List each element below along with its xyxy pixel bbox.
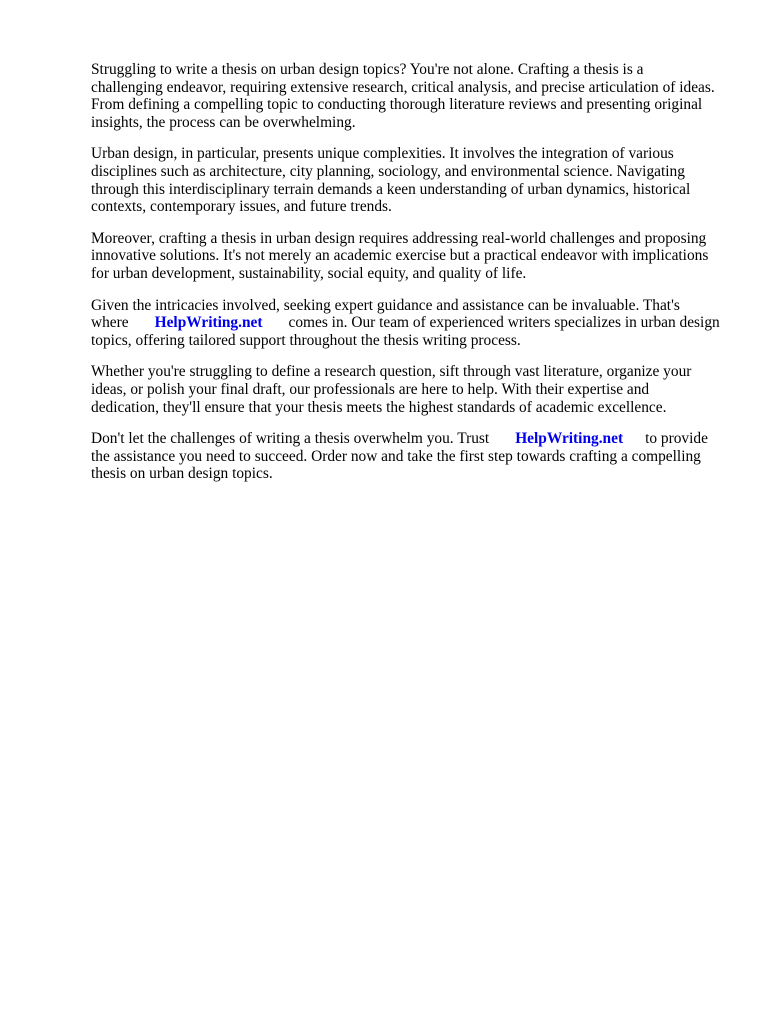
text-line: the assistance you need to succeed. Order now and take the first step towards crafting a compelling xyxy=(91,447,701,465)
text-fragment: Don't let the challenges of writing a thesis overwhelm you. Trust xyxy=(91,430,490,448)
text-line-with-link xyxy=(91,430,731,448)
text-line: Struggling to write a thesis on urban design topics? You're not alone. Crafting a thesis is a xyxy=(91,61,644,78)
text-line: disciplines such as architecture, city planning, sociology, and environmental science. Navigating xyxy=(91,162,685,180)
text-line: Urban design, in particular, presents unique complexities. It involves the integration of various xyxy=(91,145,674,163)
text-fragment: comes in. Our team of experienced writers specializes in urban design xyxy=(288,314,720,332)
paragraph-real-world xyxy=(91,230,731,283)
text-fragment: where xyxy=(91,314,129,332)
document-page xyxy=(91,61,731,497)
text-line: through this interdisciplinary terrain demands a keen understanding of urban dynamics, historical xyxy=(91,180,691,198)
paragraph-intro xyxy=(91,61,731,131)
text-line: From defining a compelling topic to conducting thorough literature reviews and presenting original xyxy=(91,96,703,114)
paragraph-urban-design xyxy=(91,145,731,215)
text-line: topics, offering tailored support throughout the thesis writing process. xyxy=(91,331,521,349)
text-line: Given the intricacies involved, seeking expert guidance and assistance can be invaluable. That's xyxy=(91,296,680,314)
text-line: dedication, they'll ensure that your thesis meets the highest standards of academic excellence. xyxy=(91,398,667,416)
helpwriting-link[interactable]: HelpWriting.net xyxy=(515,430,624,448)
text-line-with-link xyxy=(91,314,731,332)
text-line: contexts, contemporary issues, and future trends. xyxy=(91,198,392,216)
helpwriting-link[interactable]: HelpWriting.net xyxy=(154,314,263,332)
paragraph-guidance xyxy=(91,297,731,350)
text-line: Moreover, crafting a thesis in urban design requires addressing real-world challenges and proposing xyxy=(91,229,707,247)
text-line: challenging endeavor, requiring extensive research, critical analysis, and precise articulation of ideas. xyxy=(91,78,715,96)
paragraph-struggling xyxy=(91,363,731,416)
text-line: innovative solutions. It's not merely an academic exercise but a practical endeavor with implications xyxy=(91,247,709,265)
text-fragment: to provide xyxy=(645,430,708,448)
text-line: Whether you're struggling to define a research question, sift through vast literature, organize your xyxy=(91,363,692,381)
text-line: thesis on urban design topics. xyxy=(91,465,273,483)
text-line: ideas, or polish your final draft, our professionals are here to help. With their expertise and xyxy=(91,380,650,398)
text-line: insights, the process can be overwhelming. xyxy=(91,113,356,131)
paragraph-closing xyxy=(91,430,731,483)
text-line: for urban development, sustainability, social equity, and quality of life. xyxy=(91,264,527,282)
